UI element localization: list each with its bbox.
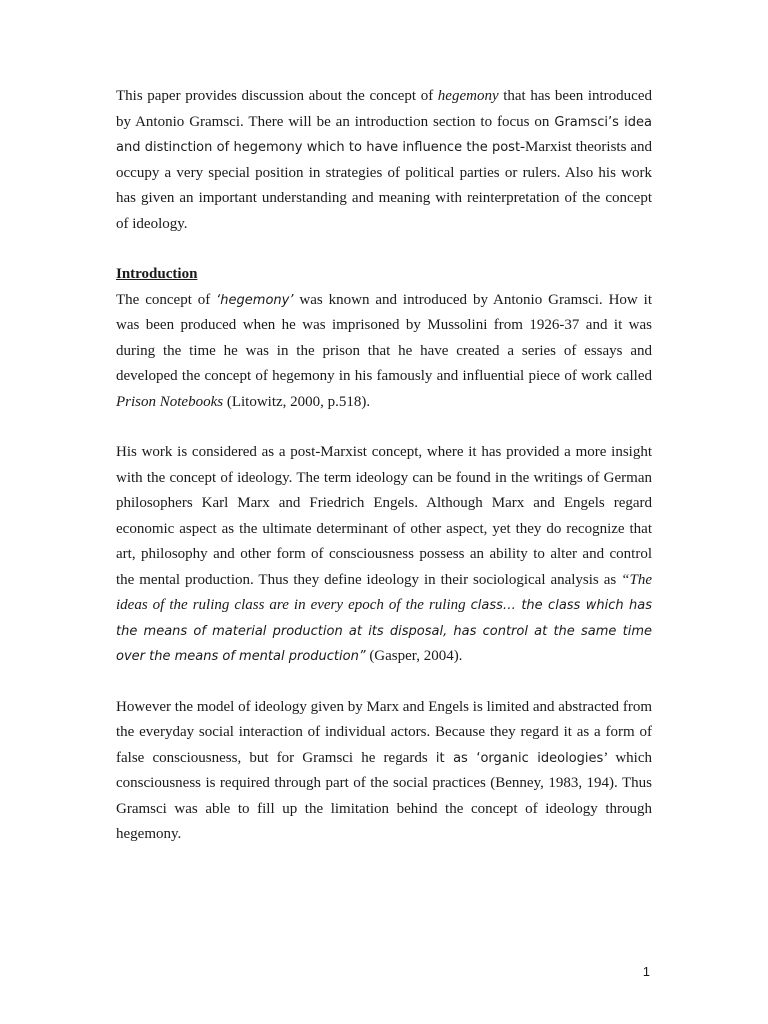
hegemony-term: hegemony	[437, 88, 499, 104]
prison-notebooks-title: Prison Notebooks	[116, 393, 224, 410]
document-page	[116, 84, 652, 848]
introduction-paragraph-2	[116, 440, 652, 670]
abstract-text-3: Gramsci’s idea and distinction of hegemony which to have influence the post	[116, 114, 652, 155]
marx-engels-quote-1: “The ideas of the ruling class are in every epoch of the ruling	[116, 571, 652, 613]
introduction-paragraph-3	[116, 695, 652, 848]
intro3-text-2: ’ which consciousness is required through part of the social practices (Benney, 1983, 194). Thus Gramsci was able to fill up the limitation behind the concept of ideology through hegemony.	[116, 749, 652, 842]
section-heading-introduction: Introduction	[116, 266, 198, 282]
marx-engels-quote-2: class… the class which has the means of material production at its disposal, has control at the same time over the means of mental production”	[116, 598, 652, 664]
page-number: 1	[642, 964, 650, 979]
intro1-text-1: The concept of	[116, 291, 217, 308]
abstract-text-2: that has been introduced by Antonio Gramsci. There will be an introduction section to focus on	[116, 88, 652, 130]
abstract-text-1: This paper provides discussion about the concept of	[116, 88, 438, 104]
intro2-text-1: His work is considered as a post-Marxist concept, where it has provided a more insight with the concept of ideology. The term ideology can be found in the writings of German philosophers Karl Marx and Friedrich Engels. Although Marx and Engels regard economic aspect as the ultimate determinant of other aspect, yet they do recognize that art, philosophy and other form of consciousness possess an ability to alter and control the mental production. Thus they define ideology in their sociological analysis as	[116, 444, 652, 588]
intro1-text-2: was known and introduced by Antonio Gramsci. How it was been produced when he was imprisoned by Mussolini from 1926-37 and it was during the time he was in the prison that he have created a series of essays and developed the concept of hegemony in his famously and influential piece of work called	[116, 291, 652, 384]
intro3-text-1: However the model of ideology given by Marx and Engels is limited and abstracted from the everyday social interaction of individual actors. Because they regard it as a form of false consciousness, but for Gramsci he regards	[116, 698, 652, 766]
intro1-hegemony-term: ‘hegemony’	[216, 292, 294, 308]
organic-ideologies-phrase: it as ‘organic ideologies	[435, 750, 604, 766]
intro1-citation: (Litowitz, 2000, p.518).	[223, 393, 371, 410]
introduction-paragraph-1	[116, 288, 652, 416]
abstract-text-4: -Marxist theorists and occupy a very special position in strategies of political parties or rulers. Also his work has given an important understanding and meaning with reinterpretation of the concept of ideology.	[116, 139, 652, 232]
intro2-citation: (Gasper, 2004).	[365, 648, 463, 664]
abstract-paragraph	[116, 84, 652, 237]
